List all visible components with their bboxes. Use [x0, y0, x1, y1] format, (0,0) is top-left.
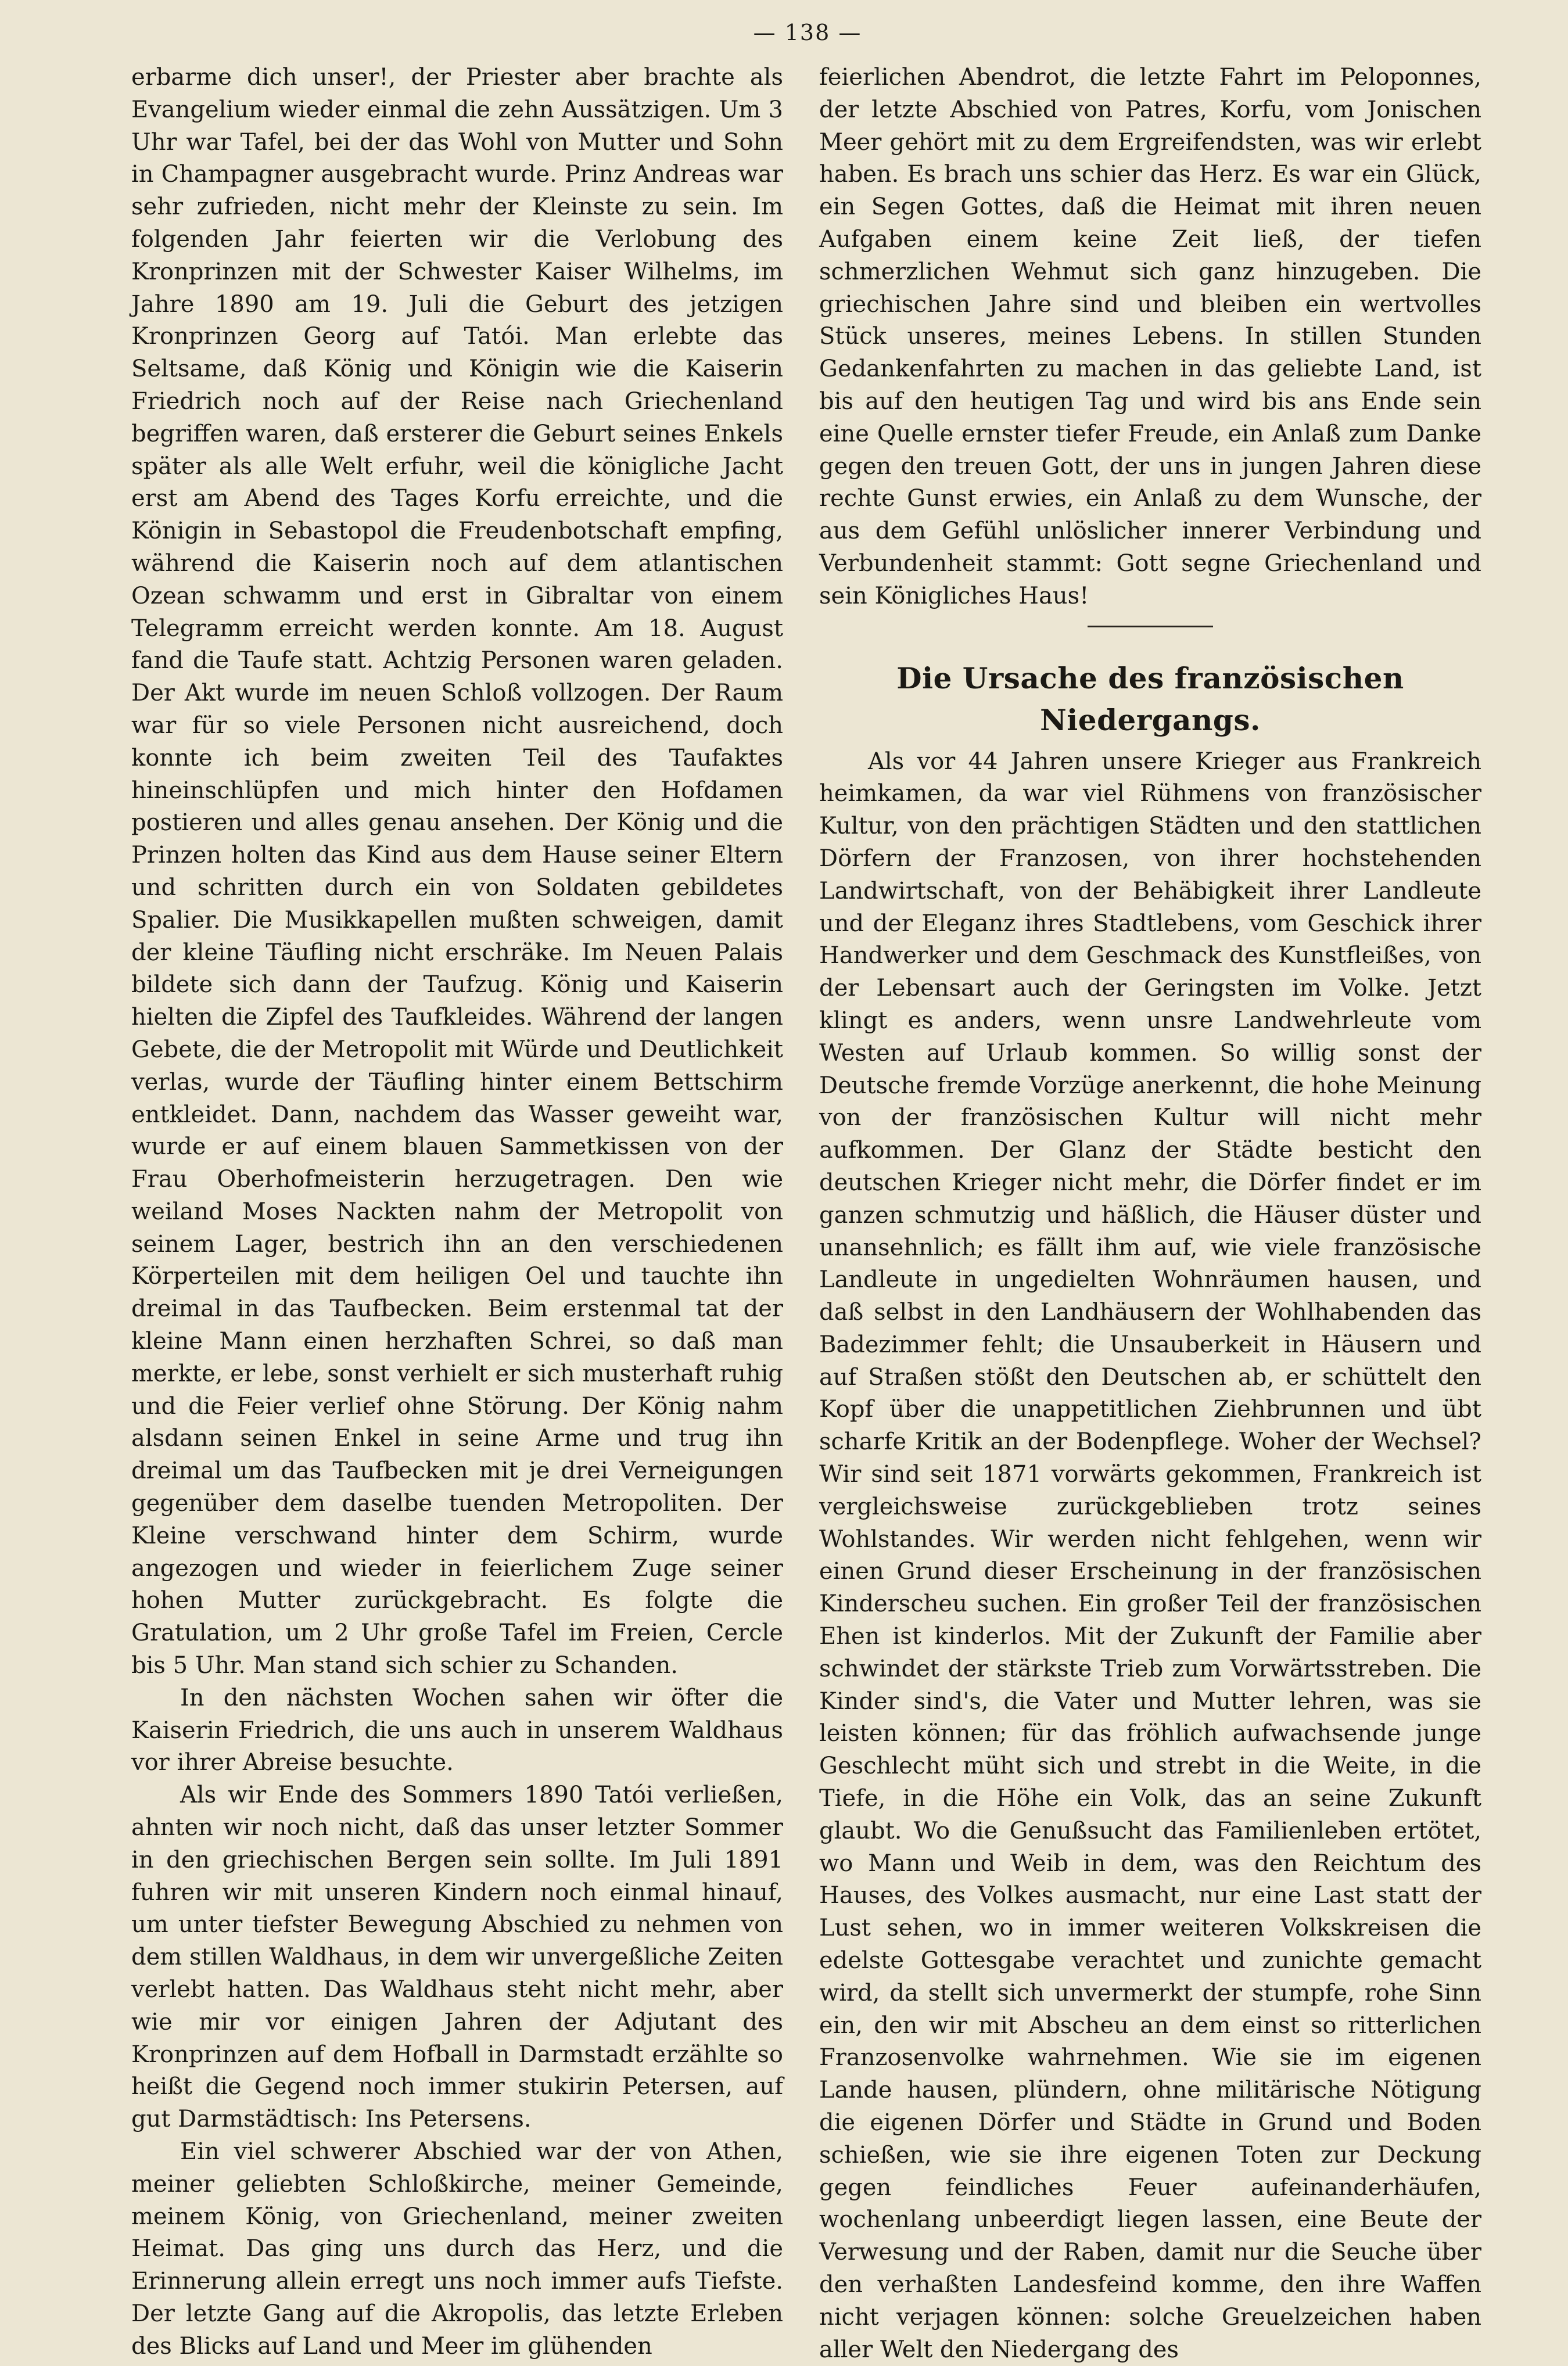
paragraph-abendrot: feierlichen Abendrot, die letzte Fahrt im Peloponnes, der letzte Abschied von Patres, Korfu, vom Jonischen Meer gehört mit zu dem Ergreifendsten, was wir erlebt haben. Es brach uns schier das Herz. Es war ein Glück, ein Segen Gottes, daß die Heimat mit ihren neuen Aufgaben einem keine Zeit ließ, der tiefen schmerzlichen Wehmut sich ganz hinzugeben. Die griechischen Jahre sind und bleiben ein wertvolles Stück unseres, meines Lebens. In stillen Stunden Gedankenfahrten zu machen in das geliebte Land, ist bis auf den heutigen Tag und wird bis ans Ende sein eine Quelle ernster tiefer Freude, ein Anlaß zum Danke gegen den treuen Gott, der uns in jungen Jahren diese rechte Gunst erwies, ein Anlaß zu dem Wunsche, der aus dem Gefühl unlöslicher innerer Verbindung und Verbundenheit stammt: Gott segne Griechenland und sein Königliches Haus!	[819, 64, 1481, 609]
page-number: — 138 —	[753, 20, 862, 45]
paragraph-niedergang: Als vor 44 Jahren unsere Krieger aus Frankreich heimkamen, da war viel Rühmens von französischer Kultur, von den prächtigen Städten und den stattlichen Dörfern der Franzosen, von ihrer hochstehenden Landwirtschaft, von der Behäbigkeit ihrer Landleute und der Eleganz ihres Stadtlebens, vom Geschick ihrer Handwerker und dem Geschmack des Kunstfleißes, von der Lebensart auch der Geringsten im Volke. Jetzt klingt es anders, wenn unsre Landwehrleute vom Westen auf Urlaub kommen. So willig sonst der Deutsche fremde Vorzüge anerkennt, die hohe Meinung von der französischen Kultur will nicht mehr aufkommen. Der Glanz der Städte besticht den deutschen Krieger nicht mehr, die Dörfer findet er im ganzen schmutzig und häßlich, die Häuser düster und unansehnlich; es fällt ihm auf, wie viele französische Landleute in ungedielten Wohnräumen hausen, und daß selbst in den Landhäusern der Wohlhabenden das Badezimmer fehlt; die Unsauberkeit in Häusern und auf Straßen stößt den Deutschen ab, er schüttelt den Kopf über die unappetitlichen Ziehbrunnen und übt scharfe Kritik an der Bodenpflege. Woher der Wechsel? Wir sind seit 1871 vorwärts gekommen, Frankreich ist vergleichsweise zurückgeblieben trotz seines Wohlstandes. Wir werden nicht fehlgehen, wenn wir einen Grund dieser Erscheinung in der französischen Kinderscheu suchen. Ein großer Teil der französischen Ehen ist kinderlos. Mit der Zukunft der Familie aber schwindet der stärkste Trieb zum Vorwärtsstreben. Die Kinder sind's, die Vater und Mutter lehren, was sie leisten können; für das fröhlich aufwachsende junge Geschlecht müht sich und strebt in die Weite, in die Tiefe, in die Höhe ein Volk, das an seine Zukunft glaubt. Wo die Genußsucht das Familienleben ertötet, wo Mann und Weib in dem, was den Reichtum des Hauses, des Volkes ausmacht, nur eine Last statt der Lust sehen, wo in immer weiteren Volkskreisen die edelste Gottesgabe verachtet und zunichte gemacht wird, da stellt sich unvermerkt der stumpfe, rohe Sinn ein, den wir mit Abscheu an dem einst so ritterlichen Franzosenvolke wahrnehmen. Wie sie im eigenen Lande hausen, plündern, ohne militärische Nötigung die eigenen Dörfer und Städte in Grund und Boden schießen, wie sie ihre eigenen Toten zur Deckung gegen feindliches Feuer aufeinanderhäufen, wochenlang unbeerdigt liegen lassen, eine Beute der Verwesung und der Raben, damit nur die Seuche über den verhaßten Landesfeind komme, den ihre Waffen nicht verjagen können: solche Greuelzeichen haben aller Welt den Niedergang des	[819, 748, 1481, 2363]
left-column	[131, 62, 783, 2363]
article-title: Die Ursache des französischen Niedergangs.	[896, 660, 1404, 737]
section-divider	[1088, 626, 1213, 627]
paragraph-abschied-athen: Ein viel schwerer Abschied war der von Athen, meiner geliebten Schloßkirche, meiner Gemeinde, meinem König, von Griechenland, meiner zweiten Heimat. Das ging uns durch das Herz, und die Erinnerung allein erregt uns noch immer aufs Tiefste. Der letzte Gang auf die Akropolis, das letzte Erleben des Blicks auf Land und Meer im glühenden	[131, 2138, 783, 2360]
right-column	[819, 62, 1481, 2366]
paragraph-abschied-tatoi: Als wir Ende des Sommers 1890 Tatói verließen, ahnten wir noch nicht, daß das unser letzter Sommer in den griechischen Bergen sein sollte. Im Juli 1891 fuhren wir mit unseren Kindern noch einmal hinauf, um unter tiefster Bewegung Abschied zu nehmen von dem stillen Waldhaus, in dem wir unvergeßliche Zeiten verlebt hatten. Das Waldhaus steht nicht mehr, aber wie mir vor einigen Jahren der Adjutant des Kronprinzen auf dem Hofball in Darmstadt erzählte so heißt die Gegend noch immer stukirin Petersen, auf gut Darmstädtisch: Ins Petersens.	[131, 1782, 783, 2133]
paragraph-kaiserin-besuch: In den nächsten Wochen sahen wir öfter die Kaiserin Friedrich, die uns auch in unserem Waldhaus vor ihrer Abreise besuchte.	[131, 1684, 783, 1776]
paragraph-taufe: erbarme dich unser!, der Priester aber brachte als Evangelium wieder einmal die zehn Aussätzigen. Um 3 Uhr war Tafel, bei der das Wohl von Mutter und Sohn in Champagner ausgebracht wurde. Prinz Andreas war sehr zufrieden, nicht mehr der Kleinste zu sein. Im folgenden Jahr feierten wir die Verlobung des Kronprinzen mit der Schwester Kaiser Wilhelms, im Jahre 1890 am 19. Juli die Geburt des jetzigen Kronprinzen Georg auf Tatói. Man erlebte das Seltsame, daß König und Königin wie die Kaiserin Friedrich noch auf der Reise nach Griechenland begriffen waren, daß ersterer die Geburt seines Enkels später als alle Welt erfuhr, weil die königliche Jacht erst am Abend des Tages Korfu erreichte, und die Königin in Sebastopol die Freudenbotschaft empfing, während die Kaiserin noch auf dem atlantischen Ozean schwamm und erst in Gibraltar von einem Telegramm erreicht werden konnte. Am 18. August fand die Taufe statt. Achtzig Personen waren geladen. Der Akt wurde im neuen Schloß vollzogen. Der Raum war für so viele Personen nicht ausreichend, doch konnte ich beim zweiten Teil des Taufaktes hineinschlüpfen und mich hinter den Hofdamen postieren und alles genau ansehen. Der König und die Prinzen holten das Kind aus dem Hause seiner Eltern und schritten durch ein von Soldaten gebildetes Spalier. Die Musikkapellen mußten schweigen, damit der kleine Täufling nicht erschräke. Im Neuen Palais bildete sich dann der Taufzug. König und Kaiserin hielten die Zipfel des Taufkleides. Während der langen Gebete, die der Metropolit mit Würde und Deutlichkeit verlas, wurde der Täufling hinter einem Bettschirm entkleidet. Dann, nachdem das Wasser geweiht war, wurde er auf einem blauen Sammetkissen von der Frau Oberhofmeisterin herzugetragen. Den wie weiland Moses Nackten nahm der Metropolit von seinem Lager, bestrich ihn an den verschiedenen Körperteilen mit dem heiligen Oel und tauchte ihn dreimal in das Taufbecken. Beim erstenmal tat der kleine Mann einen herzhaften Schrei, so daß man merkte, er lebe, sonst verhielt er sich musterhaft ruhig und die Feier verlief ohne Störung. Der König nahm alsdann seinen Enkel in seine Arme und trug ihn dreimal um das Taufbecken mit je drei Verneigungen gegenüber dem daselbe tuenden Metropoliten. Der Kleine verschwand hinter dem Schirm, wurde angezogen und wieder in feierlichem Zuge seiner hohen Mutter zurückgebracht. Es folgte die Gratulation, um 2 Uhr große Tafel im Freien, Cercle bis 5 Uhr. Man stand sich schier zu Schanden.	[131, 64, 783, 1679]
